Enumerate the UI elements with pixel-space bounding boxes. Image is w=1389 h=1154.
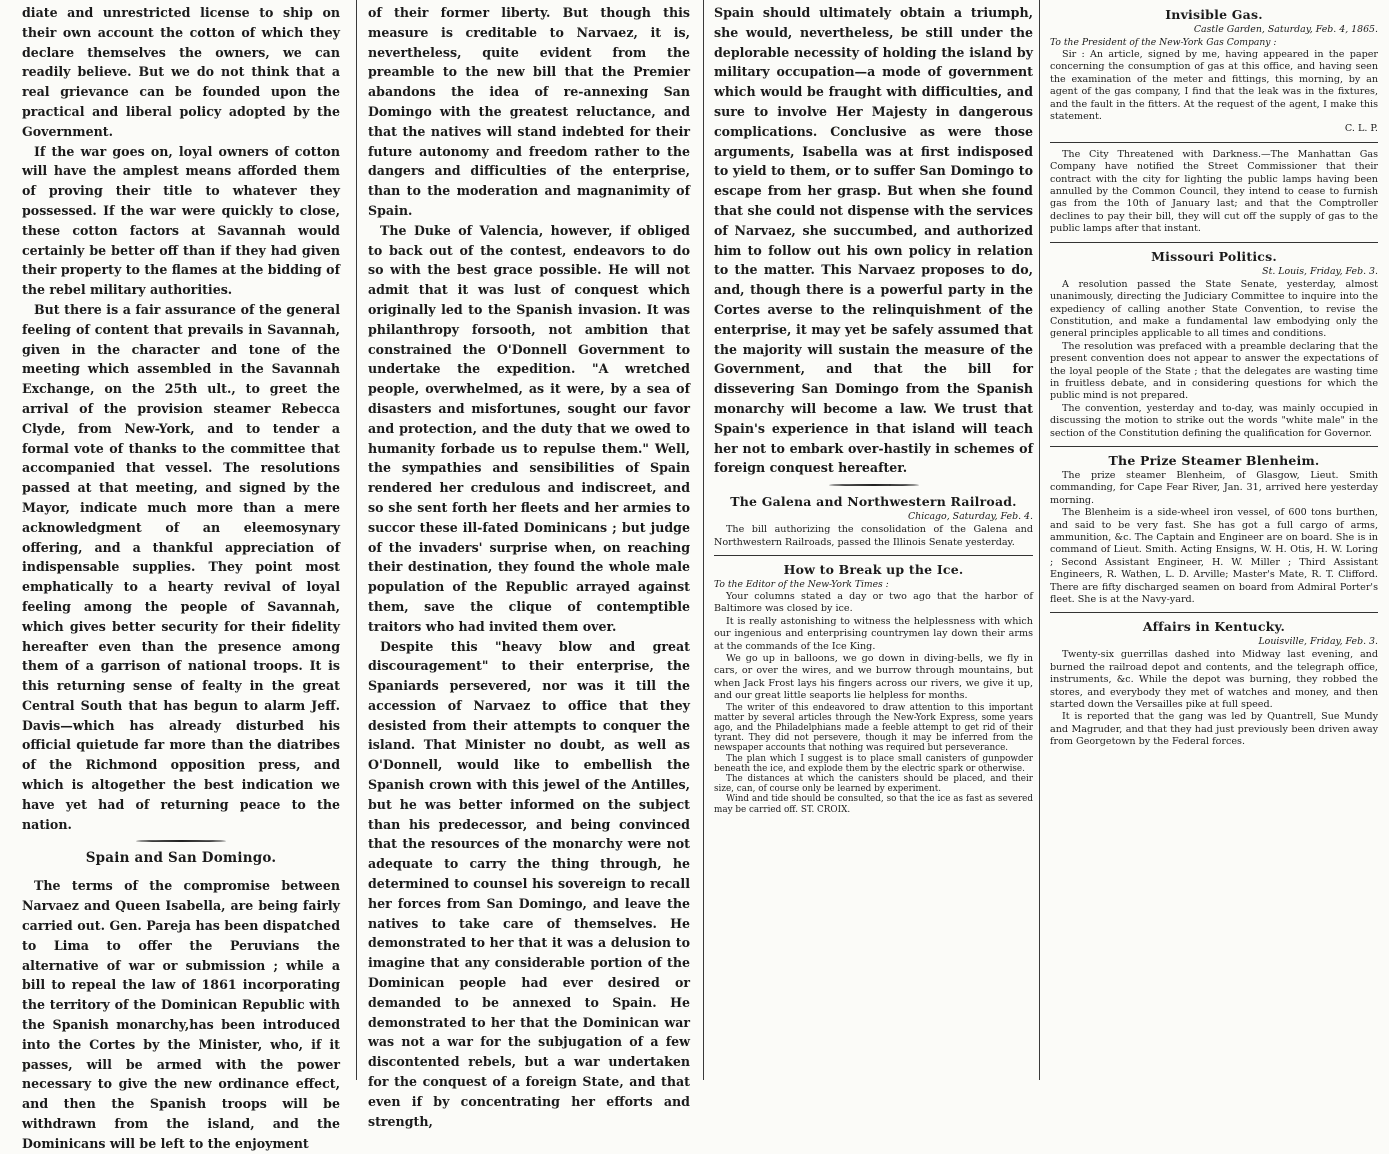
dateline: St. Louis, Friday, Feb. 3. (1262, 265, 1378, 277)
article-paragraph: The Duke of Valencia, however, if obliged to back out of the contest, endeavors to do so with the best grace possible. He will not admit that it was lust of conquest which originally led to the Spanish invasion. It was philanthropy forsooth, not ambition that constrained the O'Donnell Government to undertake the expedition. "A wretched people, overwhelmed, as it were, by a sea of disasters and misfortunes, sought our favor and protection, and the duty that we owed to humanity forbade us to repulse them." Well, the sympathies and sensibilities of Spain rendered her credulous and indiscreet, and so she sent forth her fleets and her armies to succor these ill-fated Dominicans ; but judge of the invaders' surprise when, on reaching their destination, they found the whole male population of the Republic arrayed against them, save the clique of contemptible traitors who had invited them over. (368, 222, 690, 634)
column-rule (1039, 0, 1040, 1080)
column-4 (1046, 0, 1382, 1080)
article-headline-prize: The Prize Steamer Blenheim. (1108, 452, 1320, 468)
section-divider (136, 840, 226, 842)
article-headline-galena: The Galena and Northwestern Railroad. (730, 494, 1017, 510)
section-divider (714, 555, 1033, 556)
article-headline-missouri: Missouri Politics. (1151, 248, 1277, 264)
article-paragraph: The bill authorizing the consolidation of the Galena and Northwestern Railroads, passed the Illinois Senate yesterday. (714, 524, 1033, 548)
column-1 (18, 0, 344, 1151)
article-headline-kentucky: Affairs in Kentucky. (1142, 619, 1286, 635)
column-3 (710, 0, 1037, 1080)
article-paragraph: But there is a fair assurance of the general feeling of content that prevails in Savannah, given in the character and tone of the meeting which assembled in the Savannah Exchange, on the 25th ult., to greet the arrival of the provision steamer Rebecca Clyde, from New-York, and to tender a formal vote of thanks to the committee that accompanied that vessel. The resolutions passed at that meeting, and signed by the Mayor, indicate much more than a mere acknowledgment of an eleemosynary offering, and a thankful appreciation of indispensable supplies. They point most emphatically to a hearty revival of loyal feeling among the people of Savannah, which gives better security for their fidelity hereafter even than the presence among them of a garrison of national troops. It is this returning sense of fealty in the great Central South that has begun to alarm Jeff. Davis—which has already disturbed his official quietude far more than the diatribes of the Richmond opposition press, and which is altogether the best indication we have yet had of returning peace to the nation. (22, 301, 340, 832)
section-divider (1050, 446, 1378, 447)
article-paragraph: The distances at which the canisters should be placed, and their size, can, of course only be learned by experiment. (714, 774, 1033, 795)
dateline: Castle Garden, Saturday, Feb. 4, 1865. (1193, 24, 1378, 35)
article-paragraph: Spain should ultimately obtain a triumph, she would, nevertheless, be still under the deplorable necessity of holding the island by military occupation—a mode of government which would be fraught with difficulties, and sure to involve Her Majesty in dangerous complications. Conclusive as were those arguments, Isabella was at first indisposed to yield to them, or to suffer San Domingo to escape from her grasp. But when she found that she could not dispense with the services of Narvaez, she succumbed, and authorized him to follow out his own policy in relation to the matter. This Narvaez proposes to do, and, though there is a powerful party in the Cortes averse to the relinquishment of the enterprise, it may yet be safely assumed that the majority will sustain the measure of the Government, and that the bill for dissevering San Domingo from the Spanish monarchy will become a law. We trust that Spain's experience in that island will teach her not to embark over-hastily in schemes of foreign conquest hereafter. (714, 5, 1033, 476)
article-paragraph: It is really astonishing to witness the helplessness with which our ingenious and enterprising countrymen lay down their arms at the commands of the Ice King. (714, 615, 1033, 652)
article-paragraph: The writer of this endeavored to draw attention to this important matter by several articles through the New-York Express, some years ago, and the Philadelphians made a feeble attempt to get rid of their tyrant. They did not persevere, though it may be inferred from the newspaper accounts that nothing was required but perseverance. (714, 702, 1033, 754)
salutation: To the Editor of the New-York Times : (714, 578, 889, 590)
article-paragraph: Sir : An article, signed by me, having appeared in the paper concerning the consumption of gas at this office, and having seen the examination of the meter and fittings, this morning, by an agent of the gas company, I find that the leak was in the fixtures, and the fault in the fitters. At the request of the agent, I make this statement. (1050, 49, 1378, 123)
article-headline-gas: Invisible Gas. (1165, 7, 1263, 22)
section-divider (829, 484, 919, 486)
article-paragraph: The resolution was prefaced with a preamble declaring that the present convention does not appear to answer the expectations of the loyal people of the State ; that the delegates are wasting time in fruitless debate, and in considering questions for which the public mind is not prepared. (1050, 340, 1378, 402)
article-paragraph: The Blenheim is a side-wheel iron vessel, of 600 tons burthen, and said to be very fast. She has got a full cargo of arms, ammunition, &c. The Captain and Engineer are on board. She is in command of Lieut. Smith. Acting Ensigns, W. H. Otis, H. W. Loring ; Second Assistant Engineer, H. W. Miller ; Third Assistant Engineers, R. Wathen, L. D. Arville; Master's Mate, R. T. Clifford. There are fifty discharged seamen on board from Admiral Porter's fleet. She is at the Navy-yard. (1050, 507, 1378, 606)
article-paragraph: If the war goes on, loyal owners of cotton will have the amplest means afforded them of proving their title to whatever they possessed. If the war were quickly to close, these cotton factors at Savannah would certainly be better off than if they had given their property to the flames at the bidding of the rebel military authorities. (22, 143, 340, 298)
article-paragraph: The plan which I suggest is to place small canisters of gunpowder beneath the ice, and explode them by the electric spark or otherwise. (714, 753, 1033, 774)
article-paragraph: Wind and tide should be consulted, so that the ice as fast as severed may be carried off. ST. CROIX. (714, 794, 1033, 815)
article-paragraph: Twenty-six guerrillas dashed into Midway last evening, and burned the railroad depot and contents, and the telegraph office, instruments, &c. While the depot was burning, they robbed the stores, and everybody they met of watches and money, and then started down the Versailles pike at full speed. (1050, 649, 1378, 711)
section-divider (1050, 142, 1378, 143)
article-paragraph: We go up in balloons, we go down in diving-bells, we fly in cars, or over the wires, and we burrow through mountains, but when Jack Frost lays his fingers across our rivers, we give it up, and our great little seaports lie helpless for months. (714, 652, 1033, 702)
article-paragraph: The convention, yesterday and to-day, was mainly occupied in discussing the motion to strike out the words "white male" in the section of the Constitution defining the qualification for Governor. (1050, 402, 1378, 439)
section-divider (1050, 612, 1378, 613)
section-divider (1050, 242, 1378, 243)
column-2 (364, 0, 694, 1129)
article-paragraph: It is reported that the gang was led by Quantrell, Sue Mundy and Magruder, and that they had just previously been driven away from Georgetown by the Federal forces. (1050, 711, 1378, 748)
dateline: Louisville, Friday, Feb. 3. (1258, 636, 1378, 648)
column-rule (356, 0, 357, 1080)
article-paragraph: of their former liberty. But though this measure is creditable to Narvaez, it is, nevertheless, quite evident from the preamble to the new bill that the Premier abandons the idea of re-annexing San Domingo with the greatest reluctance, and that the natives will stand indebted for their future autonomy and freedom rather to the dangers and difficulties of the enterprise, than to the moderation and magnanimity of Spain. (368, 5, 690, 218)
article-paragraph: Your columns stated a day or two ago that the harbor of Baltimore was closed by ice. (714, 590, 1033, 615)
article-headline-spain: Spain and San Domingo. (85, 850, 277, 867)
article-paragraph: The prize steamer Blenheim, of Glasgow, Lieut. Smith commanding, for Cape Fear River, Jan. 31, arrived here yesterday morning. (1050, 469, 1378, 506)
column-rule (703, 0, 704, 1080)
article-paragraph: diate and unrestricted license to ship on their own account the cotton of which they declare themselves the owners, we can readily believe. But we do not think that a real grievance can be founded upon the practical and liberal policy adopted by the Government. (22, 5, 340, 139)
article-paragraph: Despite this "heavy blow and great discouragement" to their enterprise, the Spaniards persevered, nor was it till the accession of Narvaez to office that they desisted from their attempts to conquer the island. That Minister no doubt, as well as O'Donnell, would like to embellish the Spanish crown with this jewel of the Antilles, but he was better informed on the subject than his predecessor, and being convinced that the resources of the monarchy were not adequate to carry the thing through, he determined to counsel his sovereign to recall her forces from San Domingo, and leave the natives to take care of themselves. He demonstrated to her that it was a delusion to imagine that any considerable portion of the Dominican people had ever desired or demanded to be annexed to Spain. He demonstrated to her that the Dominican war was not a war for the subjugation of a few discontented rebels, but a war undertaken for the conquest of a foreign State, and that even if by concentrating her efforts and strength, (368, 638, 690, 1129)
article-headline-ice: How to Break up the Ice. (783, 561, 964, 577)
signature: C. L. P. (1344, 123, 1378, 135)
article-paragraph: A resolution passed the State Senate, yesterday, almost unanimously, directing the Judiciary Committee to inquire into the expediency of calling another State Convention, to revise the Constitution, and make a fundamental law embodying only the general principles applicable to all times and conditions. (1050, 278, 1378, 340)
dateline: Chicago, Saturday, Feb. 4. (908, 511, 1033, 523)
article-paragraph: The terms of the compromise between Narvaez and Queen Isabella, are being fairly carried out. Gen. Pareja has been dispatched to Lima to offer the Peruvians the alternative of war or submission ; while a bill to repeal the law of 1861 incorporating the territory of the Dominican Republic with the Spanish monarchy,has been introduced into the Cortes by the Minister, who, if it passes, will be armed with the power necessary to give the new ordinance effect, and then the Spanish troops will be withdrawn from the island, and the Dominicans will be left to the enjoyment (22, 878, 340, 1151)
article-paragraph: The City Threatened with Darkness.—The Manhattan Gas Company have notified the Street Commissioner that their contract with the city for lighting the public lamps having been annulled by the Common Council, they intend to cease to furnish gas from the 10th of January last; and that the Comptroller declines to pay their bill, they will cut off the supply of gas to the public lamps after that instant. (1050, 148, 1378, 235)
salutation: To the President of the New-York Gas Company : (1050, 37, 1277, 48)
